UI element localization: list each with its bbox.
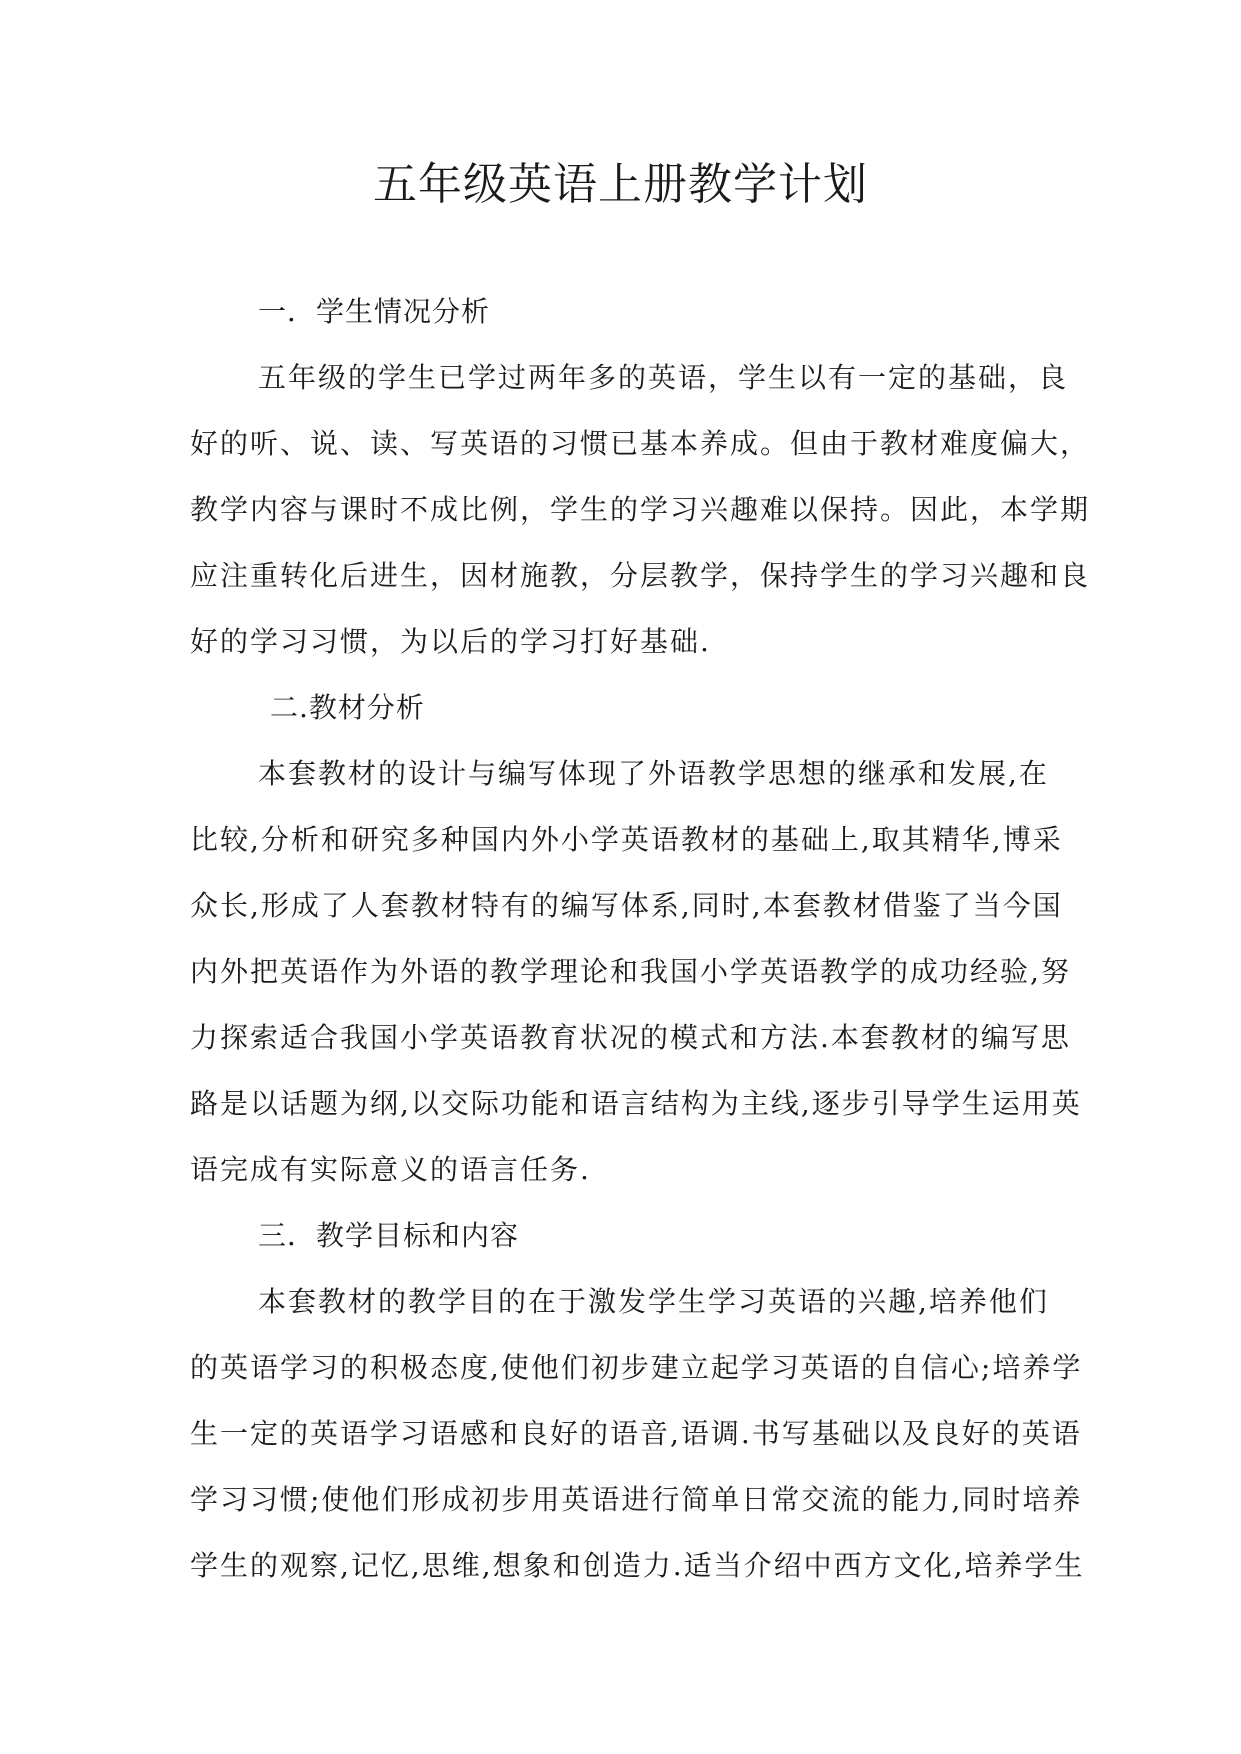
- paragraph-line: 本套教材的教学目的在于激发学生学习英语的兴趣,培养他们: [258, 1285, 1049, 1318]
- paragraph-line: 语完成有实际意义的语言任务.: [190, 1153, 591, 1186]
- section-heading-1: 一．学生情况分析: [258, 295, 491, 328]
- paragraph-line: 的英语学习的积极态度,使他们初步建立起学习英语的自信心;培养学: [190, 1351, 1083, 1384]
- paragraph-line: 学习习惯;使他们形成初步用英语进行简单日常交流的能力,同时培养: [190, 1483, 1083, 1516]
- paragraph-line: 好的听、说、读、写英语的习惯已基本养成。但由于教材难度偏大，: [190, 427, 1091, 460]
- paragraph-line: 好的学习习惯，为以后的学习打好基础.: [190, 625, 711, 658]
- paragraph-line: 应注重转化后进生，因材施教，分层教学，保持学生的学习兴趣和良: [190, 559, 1091, 592]
- paragraph-line: 学生的观察,记忆,思维,想象和创造力.适当介绍中西方文化,培养学生: [190, 1549, 1085, 1582]
- paragraph-line: 路是以话题为纲,以交际功能和语言结构为主线,逐步引导学生运用英: [190, 1087, 1082, 1120]
- paragraph-line: 众长,形成了人套教材特有的编写体系,同时,本套教材借鉴了当今国: [190, 889, 1063, 922]
- paragraph-line: 教学内容与课时不成比例，学生的学习兴趣难以保持。因此，本学期: [190, 493, 1091, 526]
- paragraph-line: 本套教材的设计与编写体现了外语教学思想的继承和发展,在: [258, 757, 1049, 790]
- paragraph-line: 生一定的英语学习语感和良好的语音,语调.书写基础以及良好的英语: [190, 1417, 1082, 1450]
- paragraph-line: 力探索适合我国小学英语教育状况的模式和方法.本套教材的编写思: [190, 1021, 1071, 1054]
- document-title: 五年级英语上册教学计划: [373, 159, 868, 210]
- paragraph-line: 内外把英语作为外语的教学理论和我国小学英语教学的成功经验,努: [190, 955, 1071, 988]
- paragraph-line: 五年级的学生已学过两年多的英语，学生以有一定的基础，良: [258, 361, 1069, 394]
- paragraph-line: 比较,分析和研究多种国内外小学英语教材的基础上,取其精华,博采: [190, 823, 1063, 856]
- section-heading-2: 二.教材分析: [270, 691, 425, 724]
- section-heading-3: 三．教学目标和内容: [258, 1219, 520, 1252]
